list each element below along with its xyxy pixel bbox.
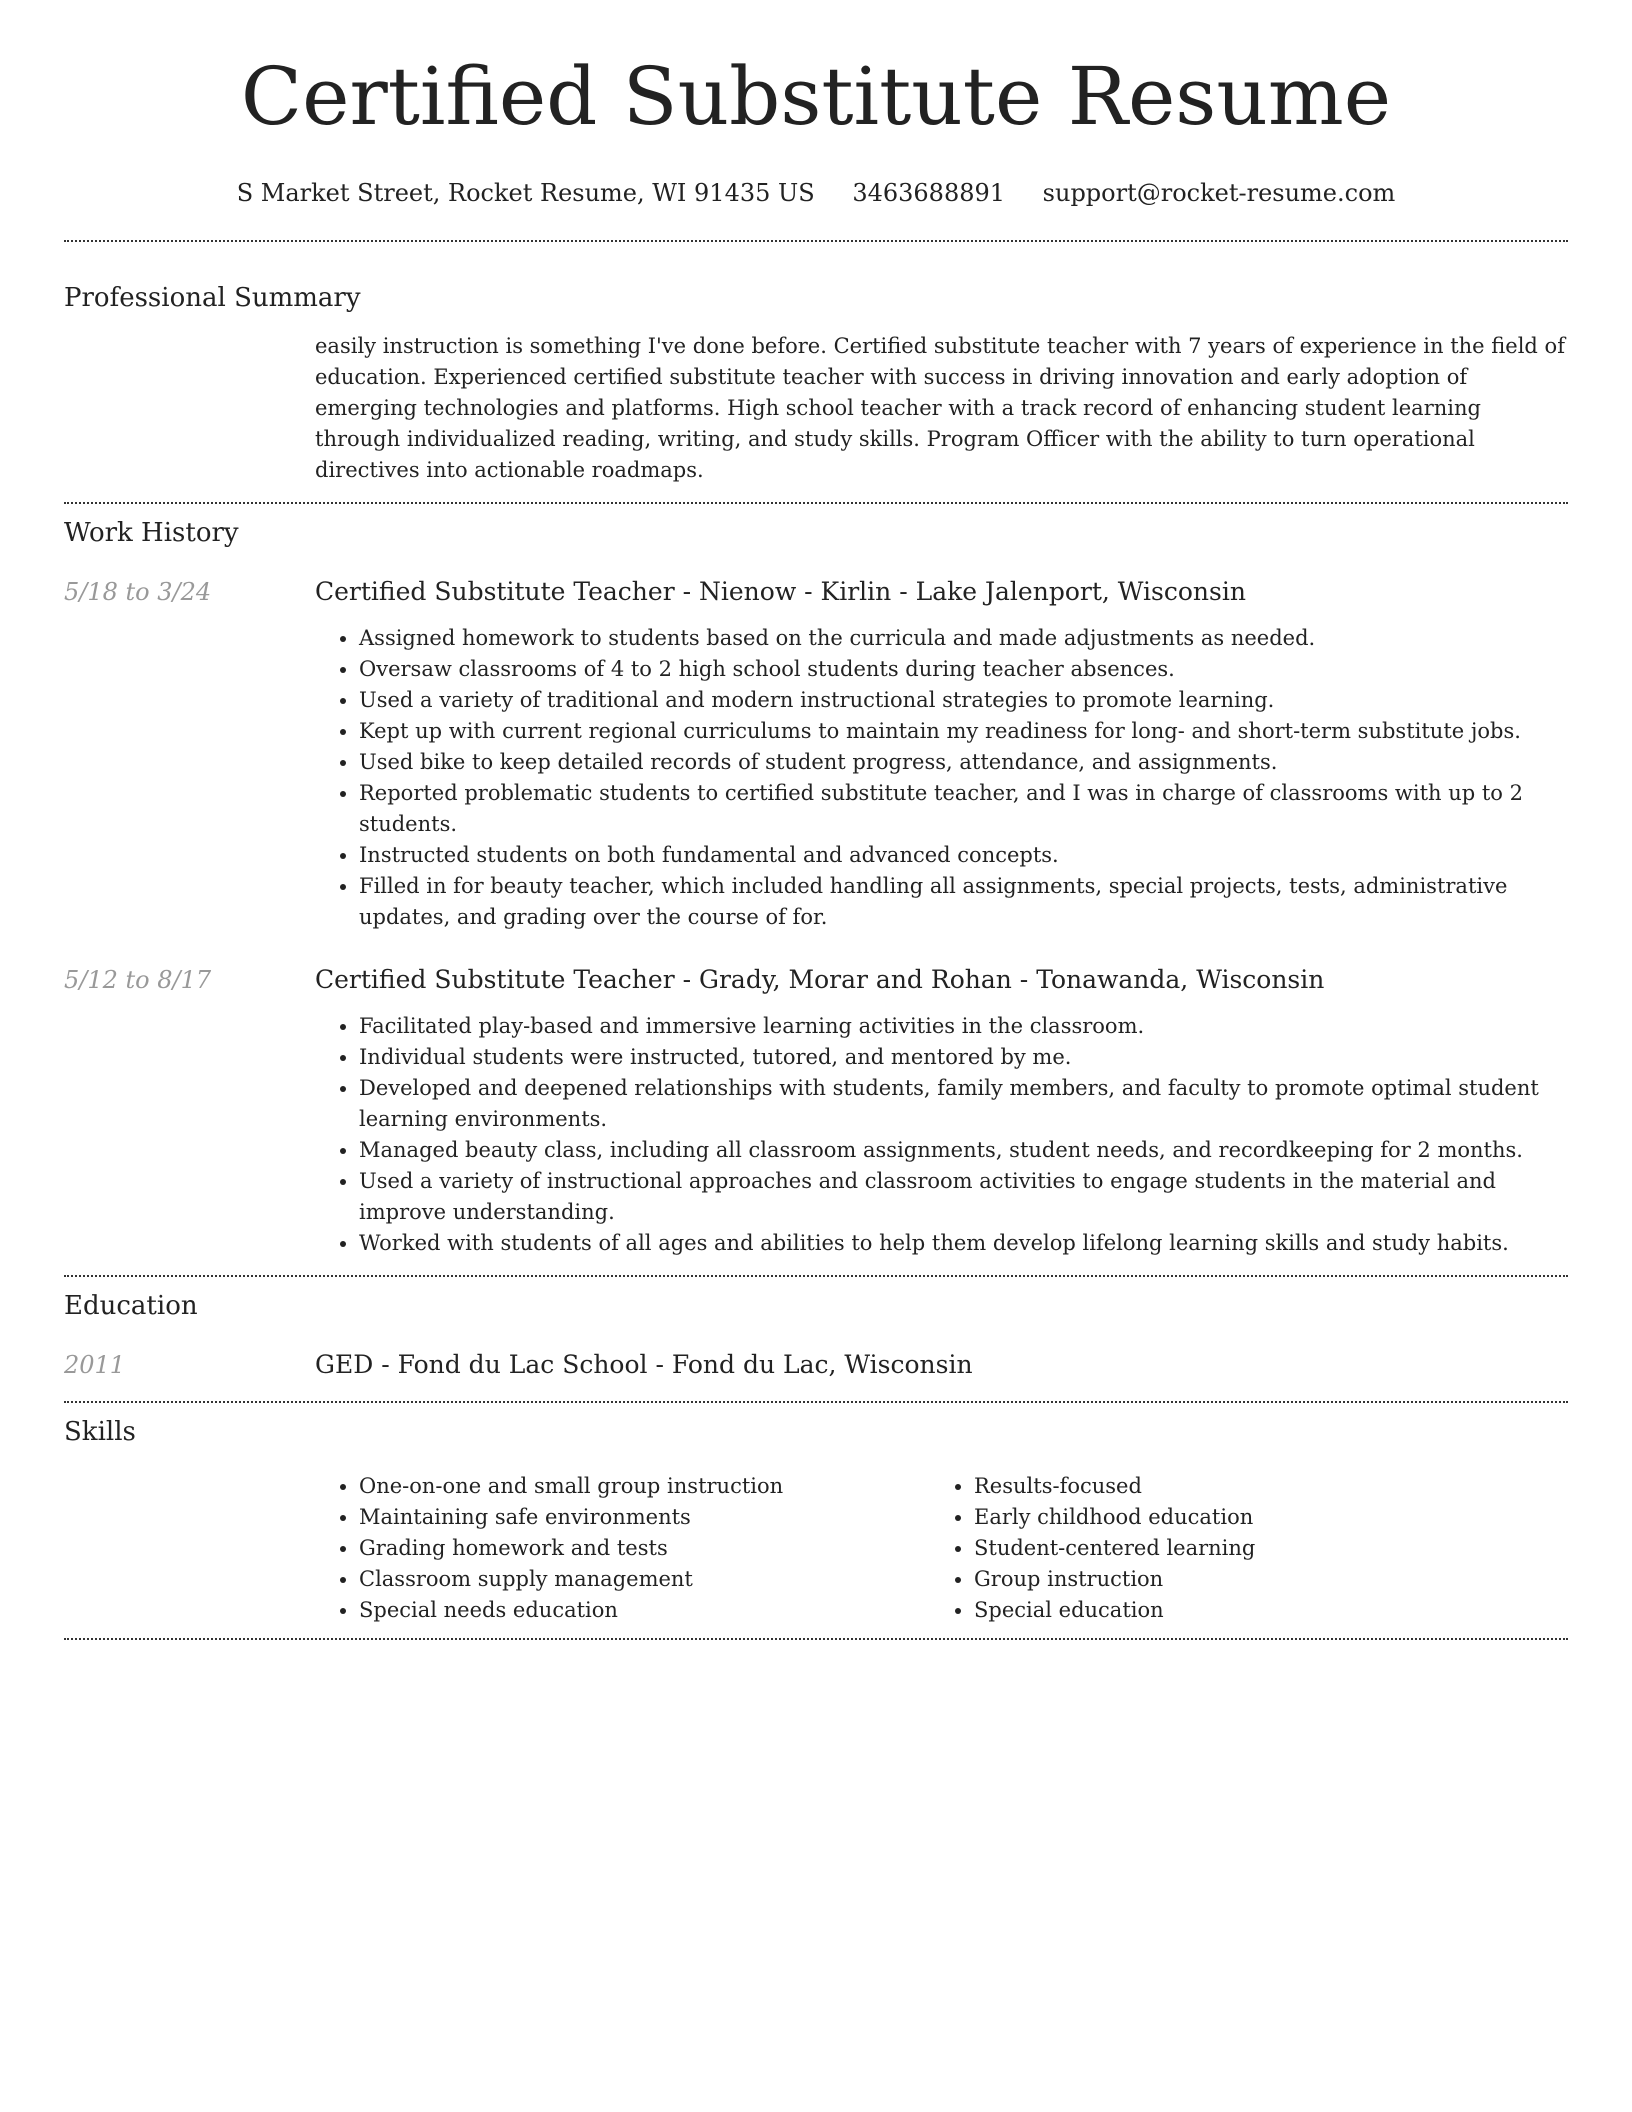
skill-item: • Early childhood education bbox=[974, 1502, 1545, 1533]
job-entry bbox=[64, 575, 1568, 933]
skill-item: • Results-focused bbox=[974, 1471, 1545, 1502]
job-bullet: • Facilitated play-based and immersive learning activities in the classroom. bbox=[359, 1011, 1568, 1042]
job-entry bbox=[64, 963, 1568, 1259]
job-bullet: • Worked with students of all ages and abilities to help them develop lifelong learning skills and study habits. bbox=[359, 1228, 1568, 1259]
skill-item: • Group instruction bbox=[974, 1564, 1545, 1595]
skills-title: Skills bbox=[64, 1417, 136, 1447]
job-bullets bbox=[315, 1011, 1568, 1259]
education-date: 2011 bbox=[64, 1351, 126, 1379]
section-divider bbox=[64, 1401, 1568, 1403]
job-dates: 5/12 to 8/17 bbox=[64, 966, 212, 994]
job-dates: 5/18 to 3/24 bbox=[64, 578, 212, 606]
job-bullet: • Instructed students on both fundamental and advanced concepts. bbox=[359, 840, 1568, 871]
job-bullet: • Used a variety of instructional approaches and classroom activities to engage students in the material and improve understanding. bbox=[359, 1166, 1568, 1228]
skill-item: • Special needs education bbox=[359, 1595, 930, 1626]
summary-section bbox=[64, 281, 1568, 486]
resume-page bbox=[64, 0, 1568, 1640]
section-divider bbox=[64, 240, 1568, 242]
contact-email: support@rocket-resume.com bbox=[1042, 179, 1396, 207]
job-title: Certified Substitute Teacher - Grady, Morar and Rohan - Tonawanda, Wisconsin bbox=[315, 965, 1325, 994]
skill-item: • Student-centered learning bbox=[974, 1533, 1545, 1564]
education-degree: GED - Fond du Lac School - Fond du Lac, Wisconsin bbox=[315, 1350, 973, 1379]
job-bullet: • Filled in for beauty teacher, which included handling all assignments, special projects, tests, administrative updates, and grading over the course of for. bbox=[359, 871, 1568, 933]
contact-line bbox=[64, 176, 1568, 210]
job-bullet: • Reported problematic students to certified substitute teacher, and I was in charge of classrooms with up to 2 students. bbox=[359, 778, 1568, 840]
contact-phone: 3463688891 bbox=[852, 179, 1006, 207]
summary-title: Professional Summary bbox=[64, 283, 361, 313]
skill-item: • Special education bbox=[974, 1595, 1545, 1626]
skills-section bbox=[64, 1415, 1568, 1626]
job-bullet: • Kept up with current regional curriculums to maintain my readiness for long- and short-term substitute jobs. bbox=[359, 716, 1568, 747]
work-title: Work History bbox=[64, 518, 239, 548]
skill-item: • Grading homework and tests bbox=[359, 1533, 930, 1564]
resume-name: Certified Substitute Resume bbox=[240, 50, 1392, 143]
skills-list-right bbox=[930, 1471, 1545, 1626]
section-divider bbox=[64, 1275, 1568, 1277]
skill-item: • Classroom supply management bbox=[359, 1564, 930, 1595]
job-bullet: • Oversaw classrooms of 4 to 2 high school students during teacher absences. bbox=[359, 654, 1568, 685]
job-bullet: • Used bike to keep detailed records of student progress, attendance, and assignments. bbox=[359, 747, 1568, 778]
contact-address: S Market Street, Rocket Resume, WI 91435 US bbox=[236, 179, 815, 207]
job-title: Certified Substitute Teacher - Nienow - Kirlin - Lake Jalenport, Wisconsin bbox=[315, 577, 1246, 606]
skill-item: • One-on-one and small group instruction bbox=[359, 1471, 930, 1502]
skill-item: • Maintaining safe environments bbox=[359, 1502, 930, 1533]
section-divider bbox=[64, 502, 1568, 504]
job-bullet: • Managed beauty class, including all classroom assignments, student needs, and recordkeeping for 2 months. bbox=[359, 1135, 1568, 1166]
education-title: Education bbox=[64, 1291, 198, 1321]
job-bullet: • Assigned homework to students based on the curricula and made adjustments as needed. bbox=[359, 623, 1568, 654]
education-section bbox=[64, 1289, 1568, 1382]
work-section bbox=[64, 516, 1568, 1259]
job-bullet: • Individual students were instructed, tutored, and mentored by me. bbox=[359, 1042, 1568, 1073]
education-entry bbox=[64, 1348, 1568, 1382]
job-bullet: • Developed and deepened relationships with students, family members, and faculty to promote optimal student learning environments. bbox=[359, 1073, 1568, 1135]
section-divider bbox=[64, 1638, 1568, 1640]
summary-text: easily instruction is something I've done before. Certified substitute teacher with 7 years of experience in the field of education. Experienced certified substitute teacher with success in driving innovation and early adoption of emerging technologies and platforms. High school teacher with a track record of enhancing student learning through individualized reading, writing, and study skills. Program Officer with the ability to turn operational directives into actionable roadmaps. bbox=[315, 334, 1565, 482]
job-bullet: • Used a variety of traditional and modern instructional strategies to promote learning. bbox=[359, 685, 1568, 716]
skills-list-left bbox=[315, 1471, 930, 1626]
job-bullets bbox=[315, 623, 1568, 933]
